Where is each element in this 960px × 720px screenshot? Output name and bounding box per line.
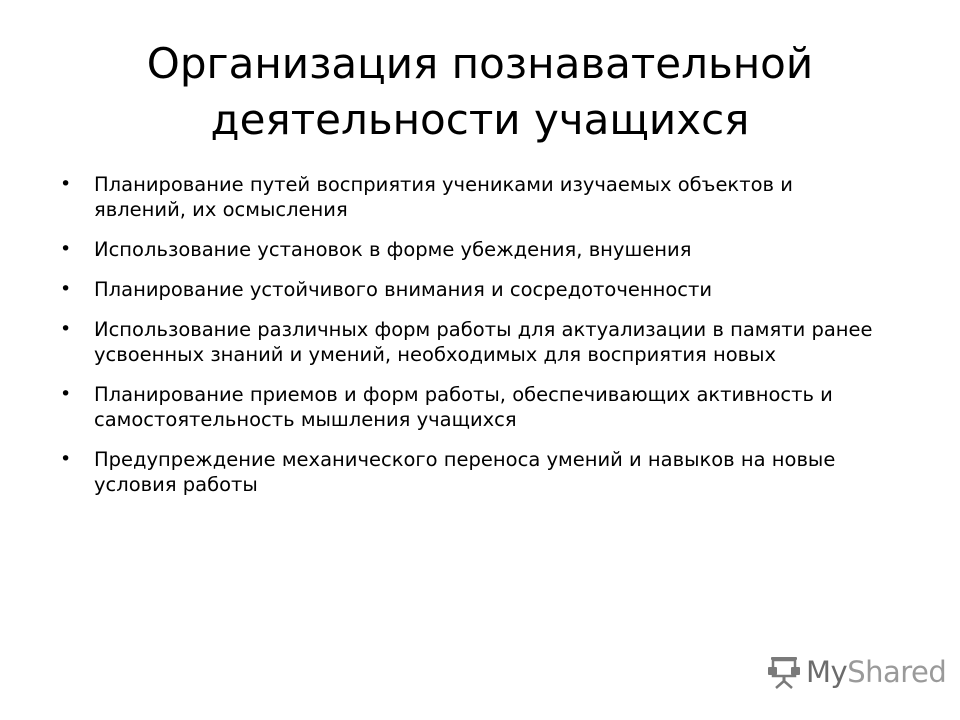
bullet-item (60, 447, 890, 497)
bullet-item (60, 317, 890, 367)
watermark-text-my: My (806, 655, 848, 689)
bullet-text: Планирование приемов и форм работы, обеспечивающих активность и самостоятельность мышления учащихся (94, 383, 833, 431)
bullet-dot-icon: • (60, 238, 72, 260)
bullet-text: Планирование устойчивого внимания и сосредоточенности (94, 278, 713, 301)
bullet-dot-icon: • (60, 173, 72, 195)
bullet-dot-icon: • (60, 318, 72, 340)
bullet-dot-icon: • (60, 448, 72, 470)
watermark-text (806, 655, 946, 689)
bullet-text: Предупреждение механического переноса умений и навыков на новые условия работы (94, 448, 836, 496)
watermark-text-shared: Shared (847, 655, 947, 689)
bullet-text: Использование установок в форме убеждения, внушения (94, 238, 692, 261)
bullet-text: Использование различных форм работы для актуализации в памяти ранее усвоенных знаний и умений, необходимых для восприятия новых (94, 318, 873, 366)
bullet-item (60, 237, 890, 262)
bullet-dot-icon: • (60, 278, 72, 300)
myshared-watermark (766, 652, 946, 692)
bullet-item (60, 277, 890, 302)
bullet-item (60, 382, 890, 432)
bullet-item (60, 172, 890, 222)
bullet-list (60, 172, 890, 512)
bullet-dot-icon: • (60, 383, 72, 405)
slide-title: Организация познавательной деятельности учащихся (146, 39, 814, 144)
projector-screen-icon (766, 655, 802, 689)
bullet-text: Планирование путей восприятия учениками изучаемых объектов и явлений, их осмысления (94, 173, 793, 221)
